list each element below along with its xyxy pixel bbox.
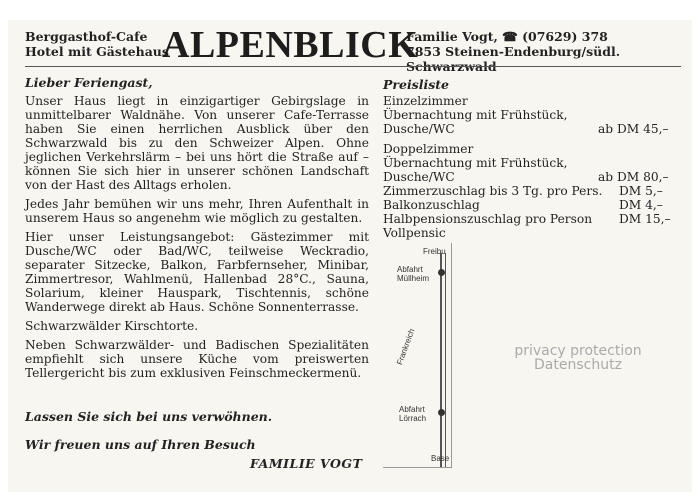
price-single-desc: Übernachtung mit Frühstück, xyxy=(383,108,568,122)
letter-greeting: Lieber Feriengast, xyxy=(25,75,153,90)
price-single-amount: ab DM 45,– xyxy=(598,122,669,136)
brand-title: ALPENBLICK xyxy=(162,24,419,66)
price-extra-halfboard: Halbpensionszuschlag pro Person DM 15,– xyxy=(383,212,671,226)
price-extra-room-amount: DM 5,– xyxy=(619,184,663,198)
letter-closing-visit: Wir freuen uns auf Ihren Besuch xyxy=(25,437,256,452)
highway-line-secondary xyxy=(445,253,446,467)
price-double-label: Doppelzimmer xyxy=(383,142,474,156)
price-list-title: Preisliste xyxy=(383,77,449,92)
price-extra-balcony: Balkonzuschlag DM 4,– xyxy=(383,198,663,212)
exit-loerrach-dot xyxy=(438,409,445,416)
privacy-watermark: privacy protection Datenschutz xyxy=(514,343,642,373)
header-divider xyxy=(25,66,681,67)
header-left xyxy=(25,29,169,59)
letter-paragraph-cake: Schwarzwälder Kirschtorte. xyxy=(25,319,199,333)
map-label-exit-loerrach: Abfahrt Lörrach xyxy=(399,405,427,423)
price-single-row xyxy=(383,122,683,136)
header-address: 7853 Steinen-Endenburg/südl. Schwarzwald xyxy=(406,44,621,74)
price-extra-balcony-amount: DM 4,– xyxy=(619,198,663,212)
price-single-room: Dusche/WC xyxy=(383,122,455,136)
price-extra-fullboard: Vollpensic xyxy=(383,226,446,240)
price-single-label: Einzelzimmer xyxy=(383,94,468,108)
header-contact: Familie Vogt, ☎ (07629) 378 xyxy=(406,29,608,44)
price-double-room: Dusche/WC xyxy=(383,170,455,184)
map-label-france: Frankreich xyxy=(395,327,417,367)
route-map xyxy=(383,243,452,468)
map-label-freiburg: Freibu xyxy=(423,247,446,256)
price-list xyxy=(383,94,683,240)
exit-muellheim-dot xyxy=(438,269,445,276)
price-double-desc: Übernachtung mit Frühstück, xyxy=(383,156,568,170)
letter-signature: FAMILIE VOGT xyxy=(250,456,363,471)
highway-line xyxy=(440,253,442,467)
map-label-exit-muellheim: Abfahrt Müllheim xyxy=(397,265,430,283)
header-subtitle-hotel: Hotel mit Gästehaus xyxy=(25,44,169,59)
map-label-basel: Base xyxy=(431,454,450,463)
price-extra-room: Zimmerzuschlag bis 3 Tg. pro Pers. DM 5,– xyxy=(383,184,663,198)
header-right xyxy=(406,29,700,74)
letter-closing-pamper: Lassen Sie sich bei uns verwöhnen. xyxy=(25,409,273,424)
letter-body xyxy=(25,76,369,385)
price-double-row xyxy=(383,170,683,184)
header-subtitle-cafe: Berggasthof-Cafe xyxy=(25,29,148,44)
letter-paragraph-cuisine: Neben Schwarzwälder- und Badischen Spezialitäten empfiehlt sich unsere Küche vom preiswerten Tellergericht bis zum exklusiven Feinschmeckermenü. xyxy=(25,338,369,380)
letter-paragraph-effort: Jedes Jahr bemühen wir uns mehr, Ihren Aufenthalt in unserem Haus so angenehm wie möglich zu gestalten. xyxy=(25,197,369,225)
price-extra-halfboard-amount: DM 15,– xyxy=(619,212,671,226)
letter-paragraph-amenities: Hier unser Leistungsangebot: Gästezimmer mit Dusche/WC oder Bad/WC, teilweise Weckradio, separater Sitzecke, Balkon, Farbfernseher, Minibar, Zimmertresor, Wahlmenü, Hallenbad 28°C., Sauna, Solarium, kleiner Hauspark, Tischtennis, schöne Wanderwege direkt ab Haus. Schöne Sonnenterrasse. xyxy=(25,230,369,314)
letter-paragraph-location: Unser Haus liegt in einzigartiger Gebirgslage in unmittelbarer Waldnähe. Von unserer Cafe-Terrasse haben Sie einen herrlichen Ausblick über den Schwarzwald bis zu den Schweizer Alpen. Ohne jeglichen Verkehrslärm – bei uns hört die Straße auf – können Sie sich hier in unserer schönen Landschaft von der Hast des Alltags erholen. xyxy=(25,94,369,192)
price-double-amount: ab DM 80,– xyxy=(598,170,669,184)
